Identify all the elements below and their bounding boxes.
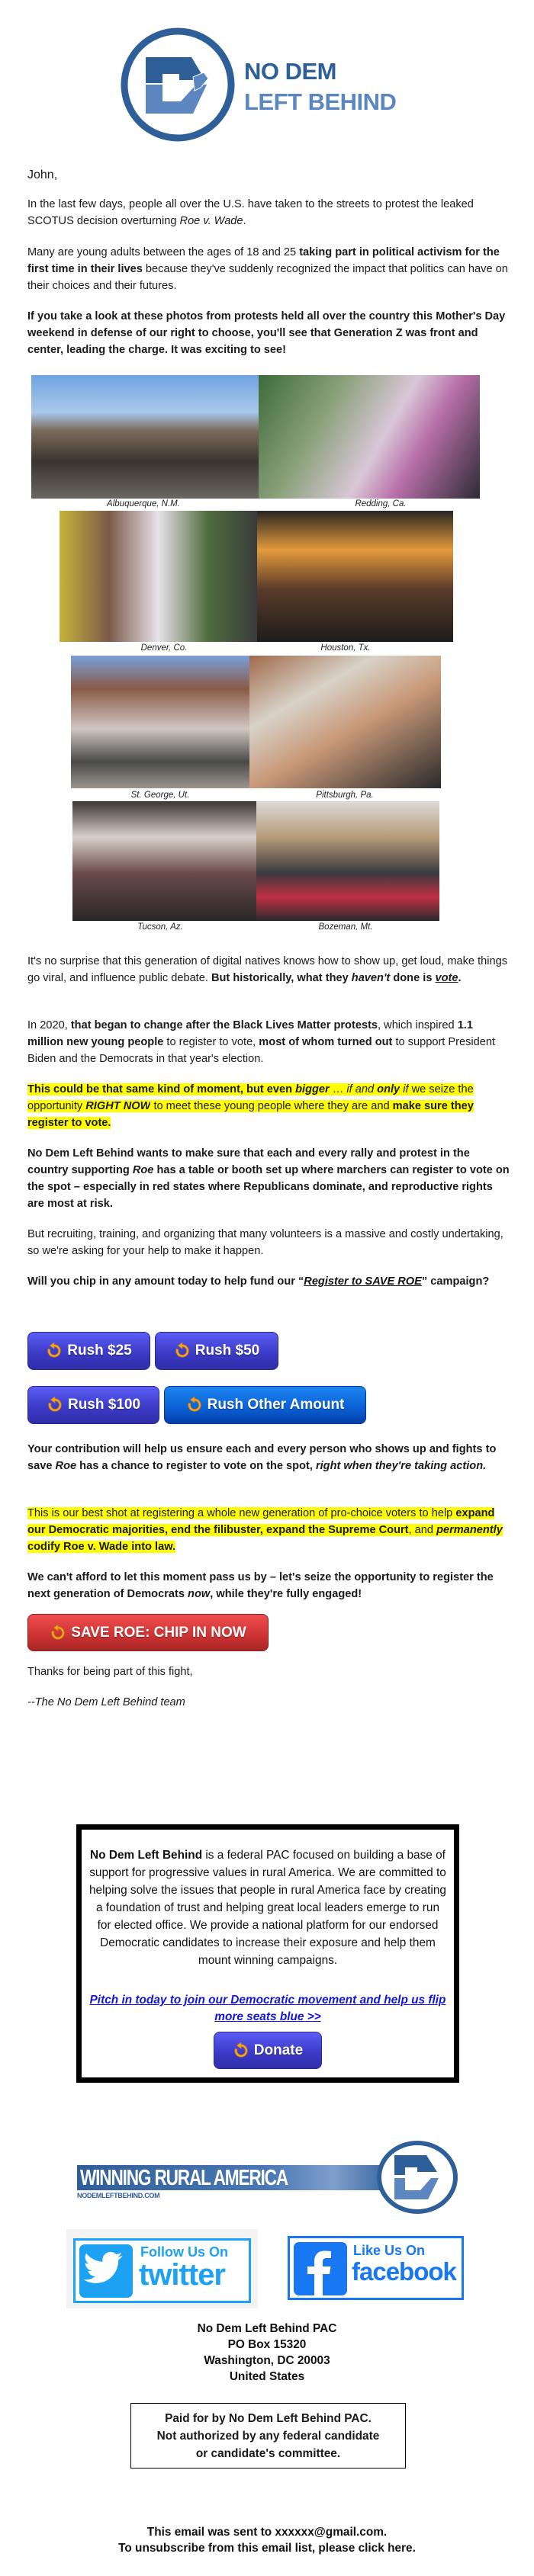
rush-50-button[interactable]: [155, 1332, 278, 1370]
banner-title: WINNING RURAL AMERICA: [80, 2166, 288, 2190]
text-segment: codify Roe v. Wade into law.: [27, 1541, 176, 1553]
paragraph-contribution: [27, 1441, 510, 1474]
text-segment: is a federal PAC focused on building a base of support for progressive values in rural America. We are committed to helping solve the issues that people in rural America face by creating a foundation of trust and helping great local leaders emerge to run for elected office. We provide a national platform for our endorsed Democratic candidates to increase their exposure and help them mount winning campaigns.: [89, 1849, 446, 1967]
facebook-small-text: Like Us On: [353, 2243, 426, 2258]
rush-other-amount-button[interactable]: [164, 1386, 366, 1424]
photo-caption: St. George, Ut.: [130, 791, 190, 800]
about-box: [76, 1824, 459, 2083]
text-segment: done is: [390, 972, 436, 984]
text-segment: now: [188, 1588, 211, 1600]
button-label: SAVE ROE: CHIP IN NOW: [71, 1624, 246, 1641]
paid-for-disclaimer: [130, 2403, 406, 2469]
text-segment: , and: [408, 1524, 437, 1536]
text-segment: This could be that same kind of moment, but even: [27, 1083, 296, 1096]
photo-caption: Redding, Ca.: [355, 499, 407, 508]
text-segment: RIGHT NOW: [85, 1100, 151, 1112]
inline-link[interactable]: Register to SAVE ROE: [304, 1275, 422, 1288]
text-segment: , which inspired: [378, 1019, 458, 1031]
text-segment: It's no surprise that this generation of digital natives knows how to show up, get loud, make things go viral, and influence public debate.: [27, 955, 508, 984]
text-segment: permanently: [436, 1524, 503, 1536]
photo-caption: Denver, Co.: [140, 643, 188, 653]
text-segment: we seize the opportunity: [27, 1083, 474, 1112]
photo-caption: Houston, Tx.: [320, 643, 371, 653]
logo-wordmark: [244, 55, 396, 119]
swirl-arrow-icon: [47, 1397, 63, 1413]
text-segment: that began to change after the Black Lives Matter protests: [70, 1019, 378, 1031]
text-segment: In 2020,: [27, 1019, 71, 1031]
disclaimer-line: Not authorized by any federal candidate: [156, 2430, 380, 2443]
text-segment: , while they're fully engaged!: [210, 1588, 362, 1600]
swirl-arrow-icon: [46, 1343, 63, 1359]
swirl-arrow-icon: [233, 2042, 249, 2059]
text-segment: We can't afford to let this moment pass us by – let's seize the opportunity to register the next generation of Democrats: [27, 1571, 494, 1600]
donate-button[interactable]: [214, 2032, 322, 2069]
paragraph-recruiting: [27, 1226, 510, 1259]
swirl-arrow-icon: [174, 1343, 191, 1359]
facebook-like-button[interactable]: [288, 2236, 464, 2300]
text-segment: In the last few days, people all over the U.S. have taken to the streets to protest the leaked SCOTUS decision overturning: [27, 198, 474, 227]
text-segment: right when they're taking action.: [315, 1460, 487, 1472]
logo-line-2: LEFT BEHIND: [244, 88, 397, 115]
text-segment: 1.1 million new young people: [27, 1019, 473, 1048]
save-roe-chip-in-button[interactable]: [27, 1614, 269, 1651]
disclaimer-line: Paid for by No Dem Left Behind PAC.: [165, 2412, 372, 2425]
twitter-follow-button[interactable]: [66, 2229, 258, 2308]
twitter-bird-icon: [79, 2244, 133, 2298]
about-text: [89, 1846, 446, 1969]
twitter-small-text: Follow Us On: [140, 2244, 228, 2260]
text-segment: if and: [346, 1083, 378, 1096]
protest-photo-houston: [257, 511, 453, 642]
paragraph-ask: [27, 1273, 510, 1290]
banner-logo-icon: [376, 2140, 458, 2215]
paragraph-young-adults: [27, 244, 510, 294]
protest-photo-pittsburgh: [249, 656, 441, 788]
text-segment: most of whom turned out: [259, 1036, 393, 1048]
text-segment: No Dem Left Behind: [90, 1849, 203, 1862]
pitch-in-link[interactable]: Pitch in today to join our Democratic movement and help us flip more seats blue >>: [89, 1994, 446, 2023]
swirl-arrow-icon: [186, 1397, 203, 1413]
protest-photo-st-george: [71, 656, 249, 788]
signature: --The No Dem Left Behind team: [27, 1696, 185, 1708]
button-label: Rush $25: [67, 1343, 132, 1359]
text-segment: only: [377, 1083, 400, 1096]
text-segment: If you take a look at these photos from protests held all over the country this Mother's Day weekend in defense of our right to choose, you'll see that Generation Z was front and center, leading the charge. It was exciting to see!: [27, 310, 506, 356]
text-segment: haven't: [351, 972, 391, 984]
logo-line-1: NO DEM: [244, 58, 336, 85]
paragraph-digital-natives: [27, 953, 510, 986]
paragraph-highlight-best-shot: [27, 1505, 510, 1555]
text-segment: to support President Biden and the Democrats in that year's election.: [27, 1036, 496, 1065]
button-label: Rush Other Amount: [207, 1397, 345, 1413]
button-label: Rush $100: [67, 1397, 141, 1413]
unsubscribe-link[interactable]: To unsubscribe from this email list, please click here.: [118, 2542, 416, 2555]
address-line: No Dem Left Behind PAC: [197, 2322, 337, 2335]
photo-caption: Pittsburgh, Pa.: [316, 791, 374, 800]
text-segment: ” campaign?: [421, 1275, 490, 1288]
address-line: United States: [229, 2370, 305, 2383]
text-segment: if: [400, 1083, 409, 1096]
banner-url: NODEMLEFTBEHIND.COM: [77, 2192, 160, 2199]
protest-photo-redding: [259, 375, 480, 499]
text-segment: has a chance to register to vote on the spot,: [76, 1460, 316, 1472]
paragraph-protests: [27, 196, 510, 229]
paragraph-2020: [27, 1017, 510, 1067]
address-line: PO Box 15320: [227, 2338, 307, 2351]
text-segment: make sure they register to vote.: [27, 1100, 474, 1129]
text-segment: This is our best shot at registering a whole new generation of pro-choice voters to help: [27, 1507, 456, 1519]
closing-text: Thanks for being part of this fight,: [27, 1666, 193, 1678]
text-segment: But historically, what they: [211, 972, 352, 984]
paragraph-mission: [27, 1145, 510, 1212]
button-label: Donate: [253, 2042, 304, 2058]
sent-to-text: This email was sent to xxxxxx@gmail.com.: [146, 2526, 388, 2539]
rush-25-button[interactable]: [27, 1332, 150, 1370]
twitter-wordmark: twitter: [139, 2258, 225, 2292]
paragraph-photos-intro: [27, 308, 510, 358]
rush-100-button[interactable]: [27, 1386, 159, 1424]
text-segment: Your contribution will help us ensure each and every person who shows up and fights to save: [27, 1443, 497, 1472]
text-segment: No Dem Left Behind wants to make sure that each and every rally and protest in the country supporting: [27, 1147, 470, 1176]
mailing-address: [0, 2321, 534, 2385]
text-segment: Many are young adults between the ages of 18 and 25: [27, 246, 300, 258]
protest-photo-bozeman: [256, 801, 439, 921]
facebook-wordmark: facebook: [352, 2257, 456, 2286]
greeting: John,: [27, 168, 58, 181]
text-segment: Roe: [132, 1164, 154, 1176]
photo-caption: Albuquerque, N.M.: [107, 499, 180, 508]
text-segment: to meet these young people where they are and: [150, 1100, 393, 1112]
text-segment: to register to vote,: [163, 1036, 259, 1048]
text-segment: …: [329, 1083, 347, 1096]
text-segment: Roe v. Wade: [179, 215, 243, 227]
protest-photo-tucson: [72, 801, 256, 921]
text-segment: .: [243, 215, 246, 227]
email-footer: [0, 2524, 534, 2556]
text-segment: expand our Democratic majorities, end the filibuster, expand the Supreme Court: [27, 1507, 495, 1536]
text-segment: because they've suddenly recognized the impact that politics can have on their choices and their futures.: [27, 263, 508, 292]
text-segment: vote: [435, 972, 458, 984]
logo-mark: [120, 27, 236, 143]
address-line: Washington, DC 20003: [204, 2354, 330, 2367]
winning-rural-america-banner[interactable]: [77, 2165, 397, 2190]
text-segment: But recruiting, training, and organizing that many volunteers is a massive and costly undertaking, so we're asking for your help to make it happen.: [27, 1228, 503, 1257]
photo-caption: Tucson, Az.: [137, 922, 183, 932]
disclaimer-line: or candidate's committee.: [195, 2447, 341, 2460]
text-segment: Will you chip in any amount today to help fund our “: [27, 1275, 304, 1288]
text-segment: .: [458, 972, 462, 984]
facebook-f-icon: [294, 2242, 347, 2295]
swirl-arrow-icon: [50, 1625, 66, 1641]
text-segment: bigger: [295, 1083, 330, 1096]
button-label: Rush $50: [195, 1343, 260, 1359]
paragraph-urgency: [27, 1569, 510, 1602]
text-segment: Roe: [55, 1460, 77, 1472]
photo-caption: Bozeman, Mt.: [318, 922, 373, 932]
text-segment: has a table or booth set up where marchers can register to vote on the spot – especially in red states where Republicans dominate, and reproductive rights are most at risk.: [27, 1164, 510, 1210]
protest-photo-denver: [60, 511, 257, 642]
paragraph-highlight-moment: [27, 1081, 510, 1131]
text-segment: taking part in political activism for the first time in their lives: [27, 246, 500, 275]
protest-photo-albuquerque: [31, 375, 259, 499]
